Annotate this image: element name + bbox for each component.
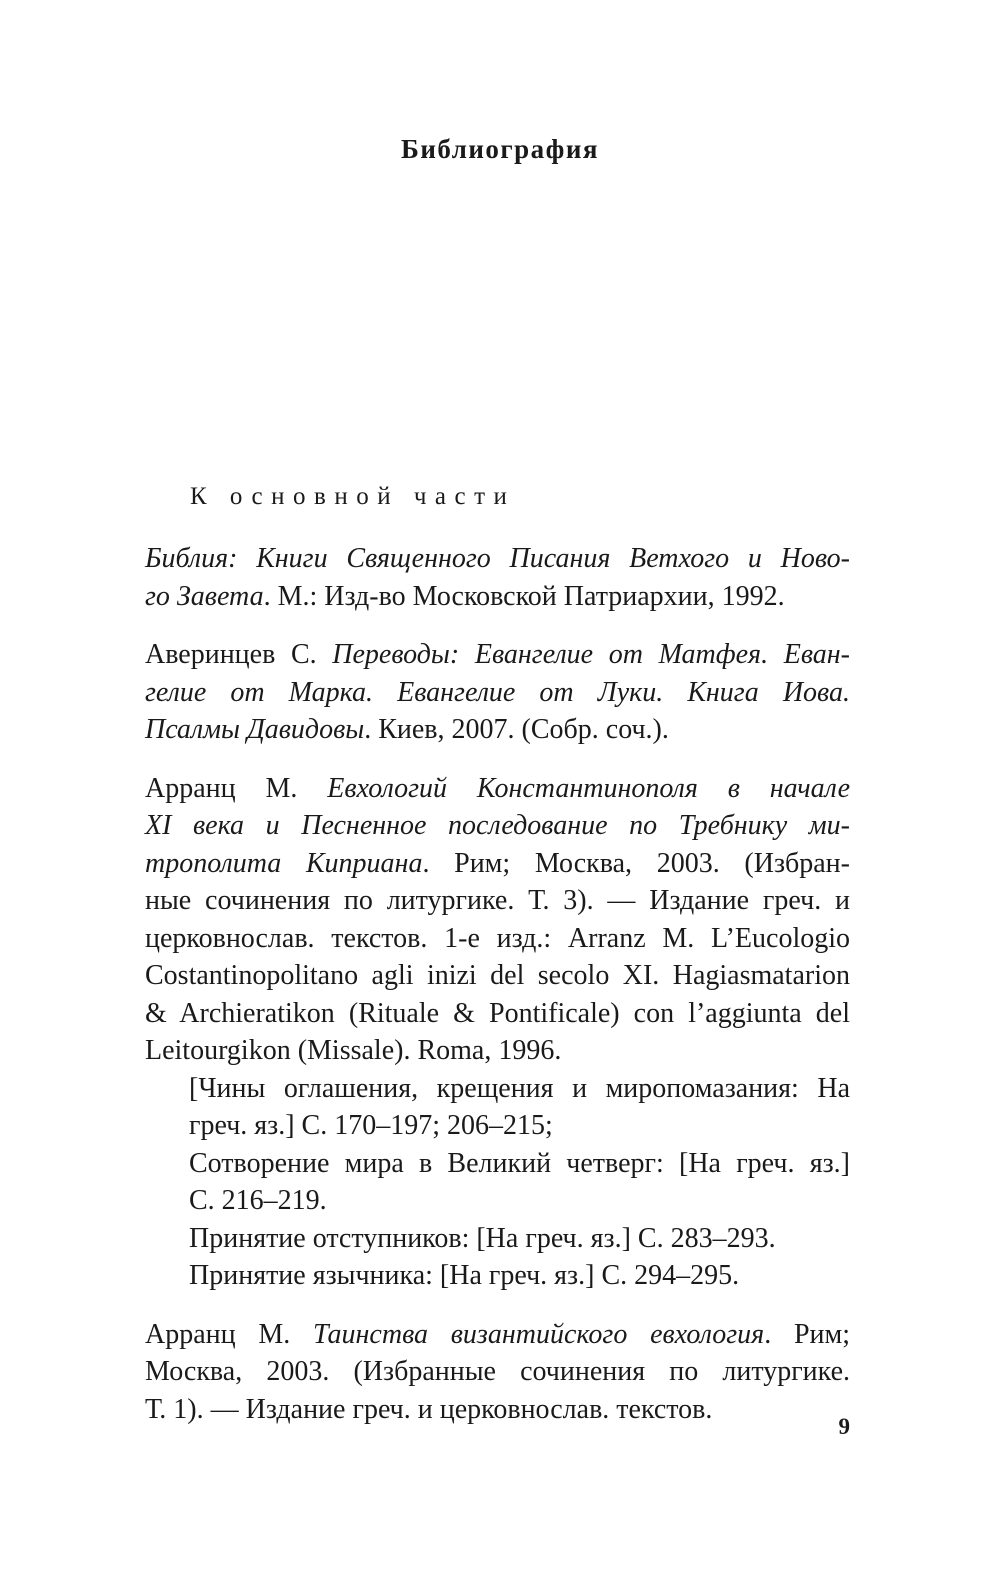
entry-line bbox=[145, 540, 850, 578]
entry-line bbox=[145, 1316, 850, 1354]
entry-text bbox=[145, 1316, 850, 1429]
entry-line bbox=[145, 845, 850, 883]
entry-title-italic: Библия: Книги Священного Писания Ветхого и Ново- bbox=[145, 543, 850, 574]
entry-text-segment: Аверинцев С. bbox=[145, 639, 333, 670]
entry-text-segment: Leitourgikon (Missale). Roma, 1996. bbox=[145, 1035, 562, 1066]
entry-line bbox=[145, 1391, 850, 1429]
entry-text-segment: церковнослав. текстов. 1-е изд.: Arranz M. L’Eucologio bbox=[145, 922, 850, 954]
sub-item-line: греч. яз.] С. 170–197; 206–215; bbox=[189, 1110, 553, 1141]
entry-text-segment: . Киев, 2007. (Собр. соч.). bbox=[364, 714, 669, 745]
entry-text-segment: Арранц М. bbox=[145, 772, 328, 804]
entry-text-segment: . Рим; Москва, 2003. (Избран- bbox=[422, 847, 850, 879]
entry-title-italic: XI века и Песненное последование по Требнику ми- bbox=[145, 810, 850, 841]
entry-text-segment: . М.: Изд-во Московской Патриархии, 1992. bbox=[263, 580, 785, 612]
entry-text-segment: . Рим; bbox=[764, 1318, 850, 1350]
entry-title-italic: Таинства византийского евхология bbox=[312, 1318, 765, 1350]
sub-item bbox=[189, 1220, 850, 1258]
entry-text bbox=[145, 540, 850, 615]
entry-text-segment: Costantinopolitano agli inizi del secolo XI. Hagiasmatarion bbox=[145, 960, 850, 991]
sub-item-line: [Чины оглашения, крещения и миропомазания: На bbox=[189, 1072, 850, 1104]
sub-item bbox=[189, 1145, 850, 1220]
bibliography-entry bbox=[145, 770, 850, 1295]
section-heading: К основной части bbox=[190, 483, 516, 510]
entry-text-segment: & Archieratikon (Rituale & Pontificale) con l’aggiunta del bbox=[145, 997, 850, 1029]
page-number: 9 bbox=[838, 1414, 850, 1439]
entry-line bbox=[145, 578, 850, 616]
entry-title-italic: гелие от Марка. Евангелие от Луки. Книга Иова. bbox=[145, 676, 850, 708]
sub-item bbox=[189, 1070, 850, 1145]
entry-title-italic: Евхологий Константинополя в начале bbox=[327, 772, 850, 804]
entry-text bbox=[145, 770, 850, 1070]
entry-line bbox=[145, 711, 850, 749]
sub-item-line: С. 216–219. bbox=[189, 1185, 327, 1216]
entry-text-segment: Арранц М. bbox=[145, 1318, 313, 1350]
entry-title-italic: го Завета bbox=[145, 580, 264, 612]
sub-item-line: Принятие отступников: [На греч. яз.] С. 283–293. bbox=[189, 1222, 776, 1254]
sub-item bbox=[189, 1257, 850, 1295]
entry-title-italic: Псалмы Давидовы bbox=[145, 714, 365, 745]
entry-line bbox=[145, 770, 850, 808]
entry-line bbox=[145, 920, 850, 958]
sub-item-line: Сотворение мира в Великий четверг: [На греч. яз.] bbox=[189, 1147, 850, 1179]
page-title: Библиография bbox=[400, 134, 600, 164]
entry-sub-items bbox=[145, 1070, 850, 1295]
entry-line bbox=[145, 636, 850, 674]
bibliography-entry bbox=[145, 1316, 850, 1429]
entry-line bbox=[145, 1353, 850, 1391]
entry-line bbox=[145, 1032, 850, 1070]
entry-line bbox=[145, 882, 850, 920]
bibliography-list bbox=[145, 540, 850, 1449]
entry-line bbox=[145, 674, 850, 712]
entry-text-segment: Москва, 2003. (Избранные сочинения по литургике. bbox=[145, 1356, 850, 1387]
bibliography-entry bbox=[145, 636, 850, 749]
entry-line bbox=[145, 807, 850, 845]
entry-line bbox=[145, 995, 850, 1033]
entry-text-segment: ные сочинения по литургике. Т. 3). — Издание греч. и bbox=[145, 885, 850, 916]
entry-line bbox=[145, 957, 850, 995]
entry-text-segment: Т. 1). — Издание греч. и церковнослав. текстов. bbox=[145, 1393, 713, 1425]
sub-item-line: Принятие язычника: [На греч. яз.] С. 294–295. bbox=[189, 1260, 740, 1291]
entry-title-italic: Переводы: Евангелие от Матфея. Еван- bbox=[332, 639, 850, 670]
entry-title-italic: трополита Киприана bbox=[145, 847, 423, 879]
bibliography-entry bbox=[145, 540, 850, 615]
entry-text bbox=[145, 636, 850, 749]
